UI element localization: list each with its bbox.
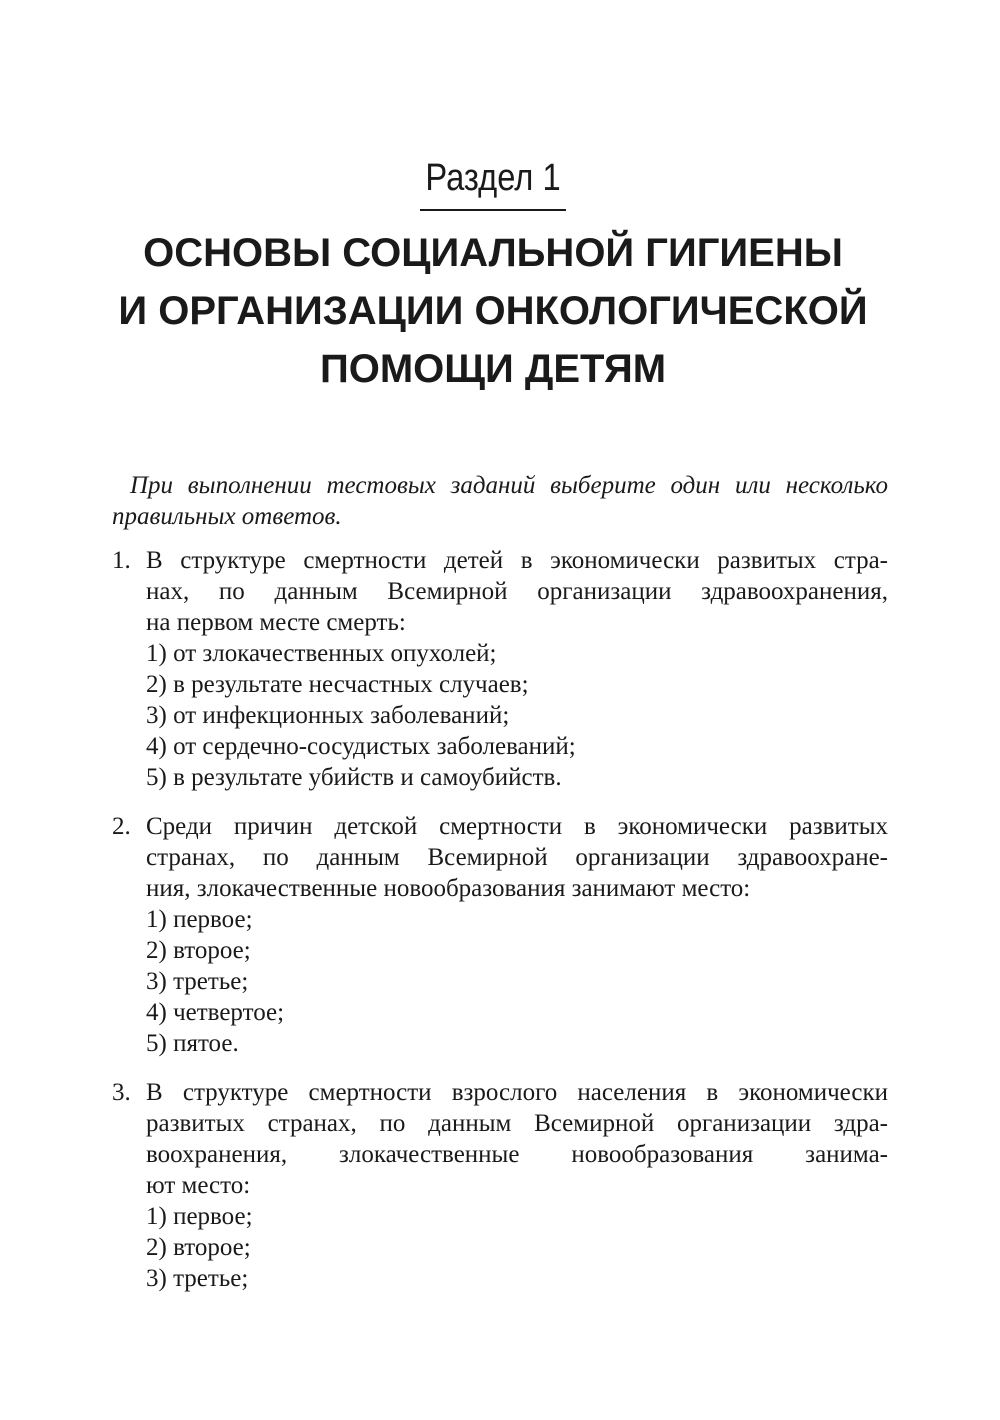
question-3	[112, 1077, 888, 1294]
question-text-line: странах, по данным Всемирной организации здравоохране-	[146, 844, 888, 871]
question-text-line: В структуре смертности детей в экономически развитых стра-	[146, 547, 888, 574]
question-text-line: В структуре смертности взрослого населения в экономически	[146, 1079, 888, 1106]
section-label: Раздел 1	[425, 157, 561, 199]
question-text	[146, 811, 888, 904]
answer-option: 3) третье;	[146, 1265, 249, 1292]
question-1	[112, 545, 888, 793]
answer-option: 5) в результате убийств и самоубийств.	[146, 764, 562, 791]
question-text-line: развитых странах, по данным Всемирной организации здра-	[146, 1110, 888, 1137]
answer-option: 2) второе;	[146, 937, 251, 964]
question-number: 2.	[112, 813, 131, 840]
answer-option: 1) первое;	[146, 906, 253, 933]
question-text-line: на первом месте смерть:	[146, 609, 406, 636]
question-text-line: ния, злокачественные новообразования занимают место:	[146, 875, 751, 902]
question-2	[112, 811, 888, 1059]
answer-option: 1) первое;	[146, 1203, 253, 1230]
question-text-line: нах, по данным Всемирной организации здравоохранения,	[146, 578, 888, 605]
answer-option: 3) от инфекционных заболеваний;	[146, 702, 510, 729]
section-label-underline	[420, 209, 566, 211]
question-text-line: ют место:	[146, 1172, 251, 1199]
answer-option: 4) от сердечно-сосудистых заболеваний;	[146, 733, 576, 760]
test-instruction: При выполнении тестовых заданий выберите один или несколько правильных ответов.	[112, 472, 888, 530]
question-number: 3.	[112, 1079, 131, 1106]
answer-option: 3) третье;	[146, 968, 249, 995]
section-title	[0, 224, 986, 398]
question-text	[146, 545, 888, 638]
question-number: 1.	[112, 547, 131, 574]
answer-option: 2) в результате несчастных случаев;	[146, 671, 529, 698]
section-title-line: ОСНОВЫ СОЦИАЛЬНОЙ ГИГИЕНЫ	[143, 231, 843, 275]
answer-option: 5) пятое.	[146, 1030, 239, 1057]
question-text	[146, 1077, 888, 1201]
question-list	[112, 545, 888, 1312]
answer-option: 1) от злокачественных опухолей;	[146, 640, 497, 667]
question-text-line: воохранения, злокачественные новообразования занима-	[146, 1141, 888, 1168]
section-title-line: ПОМОЩИ ДЕТЯМ	[319, 347, 667, 391]
answer-option: 4) четвертое;	[146, 999, 285, 1026]
section-title-line: И ОРГАНИЗАЦИИ ОНКОЛОГИЧЕСКОЙ	[118, 289, 868, 333]
answer-option: 2) второе;	[146, 1234, 251, 1261]
question-text-line: Среди причин детской смертности в экономически развитых	[146, 813, 888, 840]
